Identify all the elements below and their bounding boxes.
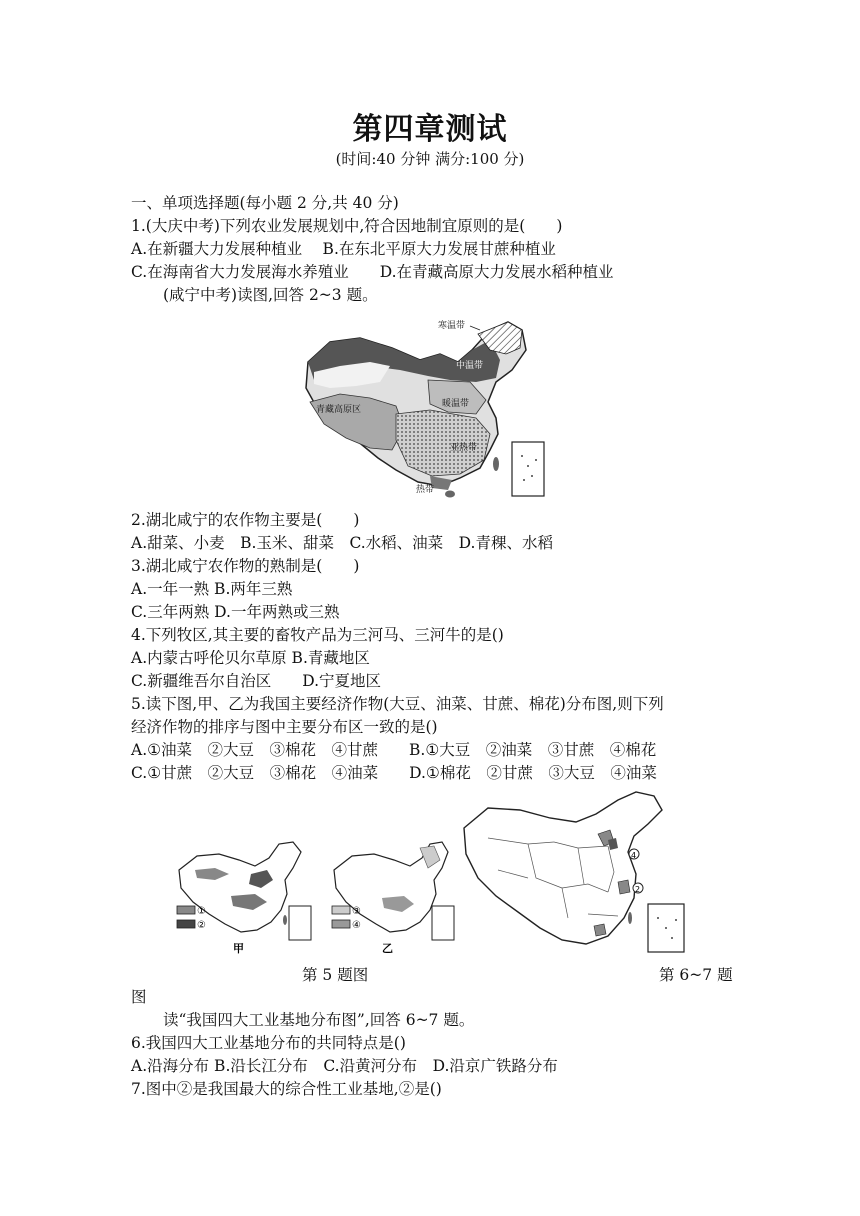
q7-stem: 7.图中②是我国最大的综合性工业基地,②是() <box>131 1080 442 1098</box>
q3-options-cd: C.三年两熟 D.一年两熟或三熟 <box>131 603 340 621</box>
caption-q6-7: 第 6~7 题 <box>659 966 733 984</box>
q6-options: A.沿海分布 B.沿长江分布 C.沿黄河分布 D.沿京广铁路分布 <box>131 1057 558 1075</box>
agri-zone-map <box>300 310 550 500</box>
intro-q6-7: 读“我国四大工业基地分布图”,回答 6~7 题。 <box>163 1011 475 1029</box>
q5-options-ab: A.①油菜 ②大豆 ③棉花 ④甘蔗 B.①大豆 ②油菜 ③甘蔗 ④棉花 <box>131 741 657 759</box>
legend-3: ③ <box>352 906 361 917</box>
q1-options-cd: C.在海南省大力发展海水养殖业 D.在青藏高原大力发展水稻种植业 <box>131 263 614 281</box>
map1-label-mid: 中温带 <box>456 360 484 370</box>
hainan-island <box>445 491 455 498</box>
legend-1: ① <box>197 906 206 917</box>
taiwan-island <box>493 457 499 471</box>
q6-stem: 6.我国四大工业基地分布的共同特点是() <box>131 1034 406 1052</box>
legend-2: ② <box>197 920 206 931</box>
svg-text:4: 4 <box>631 851 637 860</box>
q5-stem-1: 5.读下图,甲、乙为我国主要经济作物(大豆、油菜、甘蔗、棉花)分布图,则下列 <box>131 695 664 713</box>
section-heading: 一、单项选择题(每小题 2 分,共 40 分) <box>131 194 399 212</box>
q5-stem-2: 经济作物的排序与图中主要分布区一致的是() <box>131 718 438 736</box>
q4-stem: 4.下列牧区,其主要的畜牧产品为三河马、三河牛的是() <box>131 626 504 644</box>
q2-stem: 2.湖北咸宁的农作物主要是( ) <box>131 511 360 529</box>
page-subtitle: (时间:40 分钟 满分:100 分) <box>335 150 525 168</box>
intro-q2-3: (咸宁中考)读图,回答 2~3 题。 <box>163 286 378 304</box>
q2-options: A.甜菜、小麦 B.玉米、甜菜 C.水稻、油菜 D.青稞、水稻 <box>131 534 553 552</box>
q4-options-ab: A.内蒙古呼伦贝尔草原 B.青藏地区 <box>131 649 370 667</box>
q1-options-ab: A.在新疆大力发展种植业 B.在东北平原大力发展甘蔗种植业 <box>131 240 556 258</box>
legend-4: ④ <box>352 920 361 931</box>
map1-label-plateau: 青藏高原区 <box>316 404 362 414</box>
crop-map-jia <box>175 840 320 958</box>
map-yi-label: 乙 <box>382 943 393 955</box>
map-jia-label: 甲 <box>233 943 244 955</box>
map1-label-trop: 热带 <box>416 484 435 494</box>
map1-label-cold: 寒温带 <box>438 320 466 330</box>
q1-stem: 1.(大庆中考)下列农业发展规划中,符合因地制宜原则的是( ) <box>131 217 563 235</box>
caption-q5: 第 5 题图 <box>302 966 369 984</box>
page-title: 第四章测试 <box>352 112 508 147</box>
q4-options-cd: C.新疆维吾尔自治区 D.宁夏地区 <box>131 672 382 690</box>
svg-text:2: 2 <box>635 885 641 894</box>
industrial-base-map <box>458 788 694 958</box>
crop-map-yi <box>330 840 460 958</box>
q5-options-cd: C.①甘蔗 ②大豆 ③棉花 ④油菜 D.①棉花 ②甘蔗 ③大豆 ④油菜 <box>131 764 657 782</box>
q3-options-ab: A.一年一熟 B.两年三熟 <box>131 580 293 598</box>
q3-stem: 3.湖北咸宁农作物的熟制是( ) <box>131 557 360 575</box>
map1-label-subtrop: 亚热带 <box>450 442 478 452</box>
south-sea-inset <box>512 442 544 496</box>
caption-q6-7-wrap: 图 <box>131 988 147 1006</box>
map1-label-warm: 暖温带 <box>442 398 470 408</box>
